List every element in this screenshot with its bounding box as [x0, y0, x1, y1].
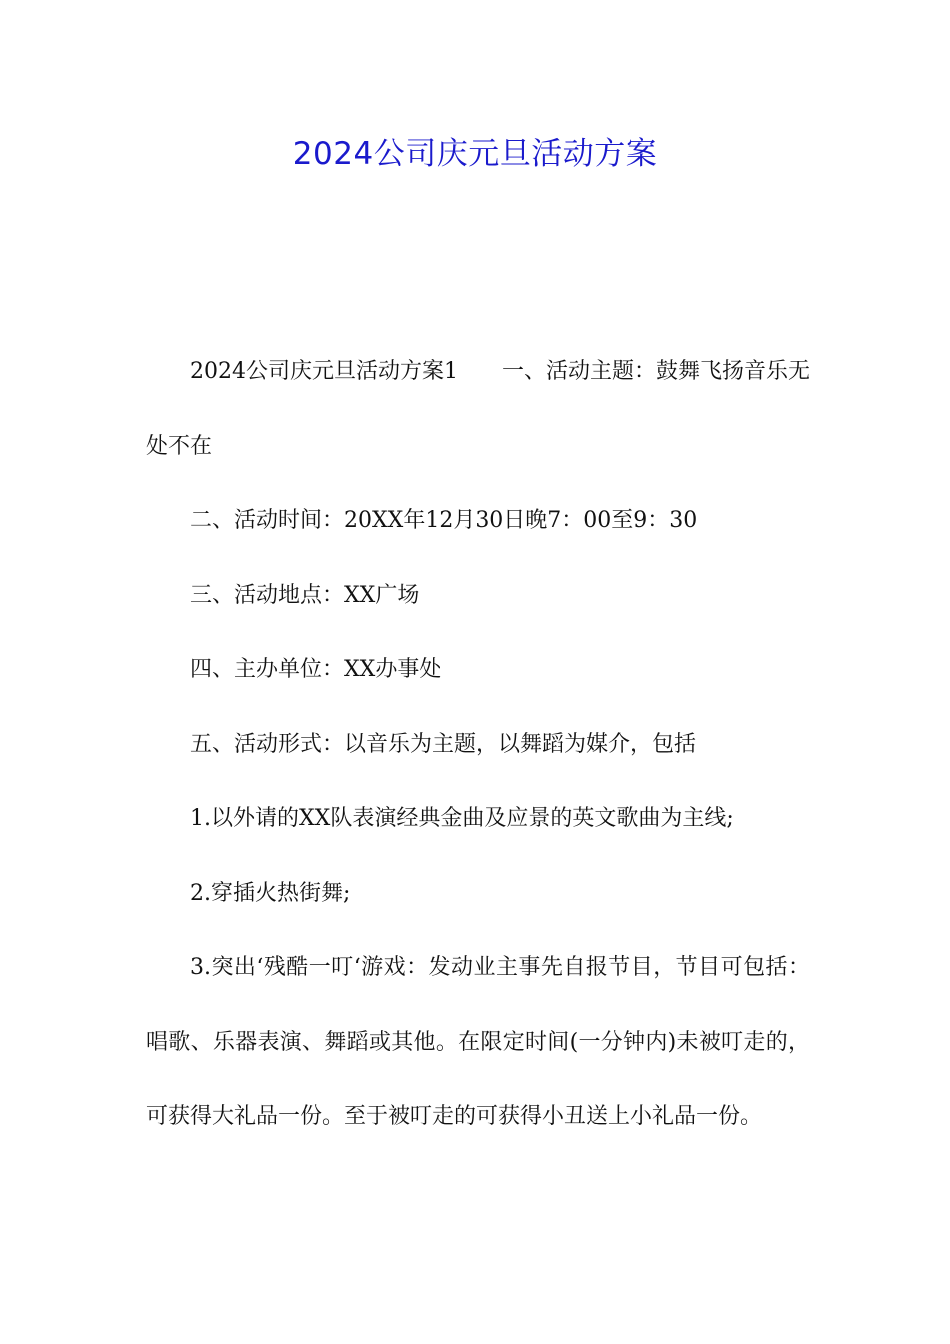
- section-heading: 2024公司庆元旦活动方案1: [190, 359, 458, 384]
- paragraph-place: 三、活动地点：XX广场: [190, 582, 420, 608]
- list-item-2: 2.穿插火热街舞;: [190, 880, 351, 906]
- document-body: [146, 335, 810, 1155]
- paragraph-heading-theme: [146, 335, 810, 484]
- theme-text: 一、活动主题：鼓舞飞扬音乐无处不在: [146, 359, 811, 459]
- list-item-1: 1.以外请的XX队表演经典金曲及应景的英文歌曲为主线;: [190, 806, 734, 831]
- document-title: 2024公司庆元旦活动方案: [292, 136, 658, 172]
- paragraph-time: 二、活动时间：20XX年12月30日晚7：00至9：30: [190, 508, 698, 533]
- paragraph-organizer: 四、主办单位：XX办事处: [190, 657, 442, 682]
- paragraph-form: 五、活动形式：以音乐为主题，以舞蹈为媒介，包括: [190, 731, 697, 757]
- list-item-3: 3.突出‘残酷一叮‘游戏：发动业主事先自报节目，节目可包括：唱歌、乐器表演、舞蹈或其他。在限定时间(一分钟内)未被叮走的，可获得大礼品一份。至于被叮走的可获得小丑送上小礼品一份。: [146, 955, 810, 1129]
